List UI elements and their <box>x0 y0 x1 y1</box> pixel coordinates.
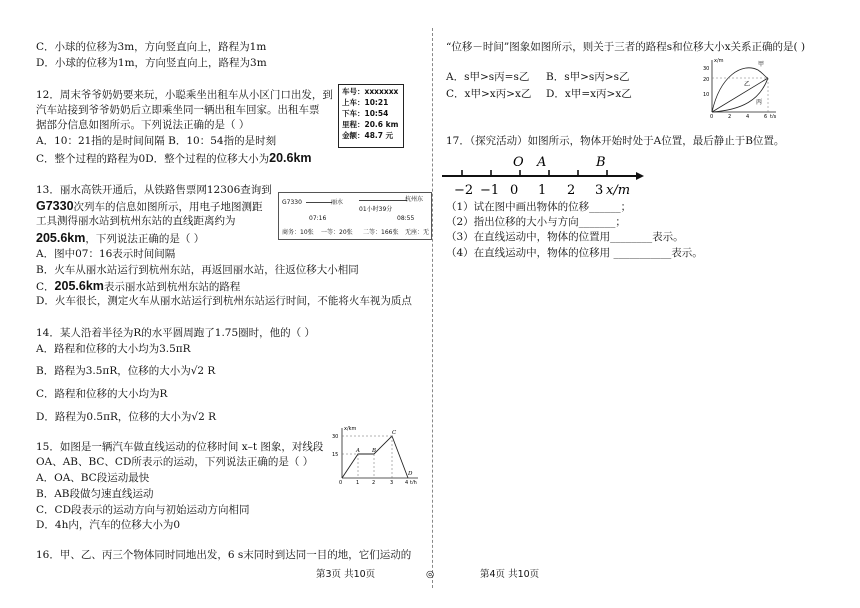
q14-option-b: B．路程为3.5πR，位移的大小为√2 R <box>36 365 216 377</box>
q14-stem: 14．某人沿着半径为R的水平圆周跑了1.75圈时，他的（ ） <box>36 327 315 339</box>
xtick: 4 <box>405 480 409 484</box>
train-duration-line <box>359 200 407 201</box>
q16-xt-diagram <box>702 56 780 118</box>
q16-stem-continued: “位移－时间”图象如图所示，则关于三者的路程s和位移大小x关系正确的是( ) <box>446 41 806 53</box>
ticket-line: 车号：xxxxxxx <box>342 87 399 96</box>
ticket-line: 下车：10:54 <box>342 108 389 118</box>
q13-option-d: D．火车很长，测定火车从丽水站运行到杭州东站运行时间，不能将火车视为质点 <box>36 295 412 307</box>
q14-option-c: C．路程和位移的大小均为R <box>36 388 168 400</box>
q11-option-d: D．小球的位移为1m，方向竖直向上，路程为3m <box>36 57 267 69</box>
xlabel: t/s <box>770 114 777 118</box>
q11-option-c: C．小球的位移为3m，方向竖直向上，路程为1m <box>36 41 267 53</box>
q13-line-2 <box>36 198 263 215</box>
label-a: A <box>537 155 547 170</box>
q12-option-cd <box>36 150 312 167</box>
point-a: A <box>356 448 360 454</box>
xtick: 4 <box>746 114 750 118</box>
point-d: D <box>408 471 413 477</box>
page-number-right: 第4页 共10页 <box>480 569 540 580</box>
xlabel: t/h <box>410 480 417 484</box>
train-arrow-line <box>306 202 332 203</box>
q12-distance: 20.6km <box>269 151 312 165</box>
tick-label: −1 <box>480 183 500 198</box>
xtick: 3 <box>390 480 394 484</box>
ytick: 15 <box>332 452 339 458</box>
train-seat: 无座：无 <box>405 229 430 236</box>
q12-line-1: 12．周末爷爷奶奶要来玩，小聪乘坐出租车从小区门口出发，到 <box>36 89 333 101</box>
q15-option-a: A．OA、BC段运动最快 <box>36 472 150 484</box>
q16-option-b: B．s甲>s丙>s乙 <box>546 71 630 83</box>
xtick: 6 <box>764 114 768 118</box>
tick-label: 0 <box>510 183 519 198</box>
tick-label: 1 <box>538 183 547 198</box>
axis-unit: x/m <box>606 183 631 198</box>
ytick: 20 <box>703 77 710 83</box>
train-to: 杭州东 <box>405 196 424 203</box>
xtick: 2 <box>372 480 376 484</box>
tick-label: 3 <box>595 183 604 198</box>
q16-option-c: C．x甲>x丙>x乙 <box>446 88 532 100</box>
xt-line <box>342 436 408 478</box>
q13-line-4 <box>36 230 204 247</box>
q16-stem: 16．甲、乙、丙三个物体同时同地出发，6 s末同时到达同一目的地，它们运动的 <box>36 549 412 561</box>
q16-option-a: A．s甲>s丙=s乙 <box>446 71 530 83</box>
point-c: C <box>392 430 397 436</box>
q12-line-2: 汽车站接到爷爷奶奶后立即乘坐同一辆出租车回家。出租车票 <box>36 104 320 116</box>
train-departure: 07:16 <box>309 215 327 222</box>
q13-line-2-text: 次列车的信息如图所示，用电子地图测距 <box>73 201 263 213</box>
train-info-card <box>278 192 432 240</box>
q17-part-4: （4）在直线运动中，物体的位移用 ___________表示。 <box>446 247 703 259</box>
page-number-left: 第3页 共10页 <box>316 569 376 580</box>
q13-line-1: 13．丽水高铁开通后，从铁路售票网12306查询到 <box>36 184 272 196</box>
q17-part-1: （1）试在图中画出物体的位移______； <box>446 201 632 213</box>
q12-option-ab: A．10：21指的是时间间隔 B．10：54指的是时刻 <box>36 135 277 147</box>
ylabel: x/m <box>714 58 724 64</box>
q13-distance: 205.6km <box>36 231 86 245</box>
q17-part-2: （2）指出位移的大小与方向_______； <box>446 216 626 228</box>
q12-line-3: 据部分信息如图所示。下列说法正确的是（ ） <box>36 119 250 131</box>
line-yi <box>712 78 768 112</box>
q13-option-b: B．火车从丽水站运行到杭州东站，再返回丽水站，往返位移大小相同 <box>36 264 359 276</box>
label-bing: 丙 <box>756 99 763 106</box>
ytick: 10 <box>703 92 710 98</box>
q13-option-c-label: C． <box>36 281 55 293</box>
point-b: B <box>372 448 377 454</box>
q15-line-2: OA、AB、BC、CD所表示的运动，下列说法正确的是（ ） <box>36 456 314 468</box>
binding-mark: ◎ <box>426 569 435 580</box>
column-divider <box>432 28 433 588</box>
q12-option-cd-text: C．整个过程的路程为0D．整个过程的位移大小为 <box>36 153 270 165</box>
axis-arrow <box>636 172 644 180</box>
q13-line-4-text: ，下列说法正确的是（ ） <box>85 233 205 245</box>
q13-option-a: A．图中07：16表示时间间隔 <box>36 248 176 260</box>
train-seat: 一等：20张 <box>321 229 353 236</box>
q17-number-line <box>440 152 680 198</box>
label-b: B <box>596 155 606 170</box>
q15-option-c: C．CD段表示的运动方向与初始运动方向相同 <box>36 504 250 516</box>
tick-label: −2 <box>454 183 474 198</box>
q13-train-code: G7330 <box>36 199 74 213</box>
taxi-ticket <box>338 84 404 148</box>
ytick: 30 <box>332 434 339 440</box>
label-jia: 甲 <box>758 61 765 68</box>
xtick: 0 <box>339 480 343 484</box>
q15-option-d: D．4h内，汽车的位移大小为0 <box>36 519 181 531</box>
train-from: 丽水 <box>331 199 344 206</box>
train-seat: 商务：10张 <box>282 229 314 236</box>
q17-part-3: （3）在直线运动中，物体的位置用________表示。 <box>446 231 684 243</box>
ytick: 30 <box>703 66 710 72</box>
train-code: G7330 <box>282 199 302 206</box>
ticket-line: 金额：48.7 元 <box>342 130 394 140</box>
q15-line-1: 15．如图是一辆汽车做直线运动的位移时间 x–t 图象，对线段 <box>36 441 324 453</box>
q13-option-c-distance: 205.6km <box>54 279 104 293</box>
label-yi: 乙 <box>744 81 751 88</box>
q14-option-a: A．路程和位移的大小均为3.5πR <box>36 343 191 355</box>
q16-option-d: D．x甲=x丙>x乙 <box>546 88 632 100</box>
q17-stem: 17．（探究活动）如图所示，物体开始时处于A位置，最后静止于B位置。 <box>446 135 785 147</box>
q14-option-d: D．路程为0.5πR，位移的大小为√2 R <box>36 411 217 423</box>
train-arrival: 08:55 <box>397 215 415 222</box>
train-duration: 01小时39分 <box>359 206 393 213</box>
q15-option-b: B．AB段做匀速直线运动 <box>36 488 154 500</box>
xtick: 1 <box>356 480 360 484</box>
label-o: O <box>513 155 524 170</box>
tick-label: 2 <box>567 183 576 198</box>
xtick: 0 <box>710 114 714 118</box>
q13-option-c <box>36 278 240 295</box>
q13-option-c-text: 表示丽水站到杭州东站的路程 <box>103 281 241 293</box>
ticket-line: 上车：10:21 <box>342 97 389 107</box>
xtick: 2 <box>728 114 732 118</box>
ticket-line: 里程：20.6 km <box>342 119 399 129</box>
q13-line-3: 工具测得丽水站到杭州东站的直线距离约为 <box>36 215 236 227</box>
q15-xt-diagram <box>330 424 422 484</box>
train-seat: 二等：166张 <box>363 229 399 236</box>
ylabel: x/km <box>344 426 357 432</box>
